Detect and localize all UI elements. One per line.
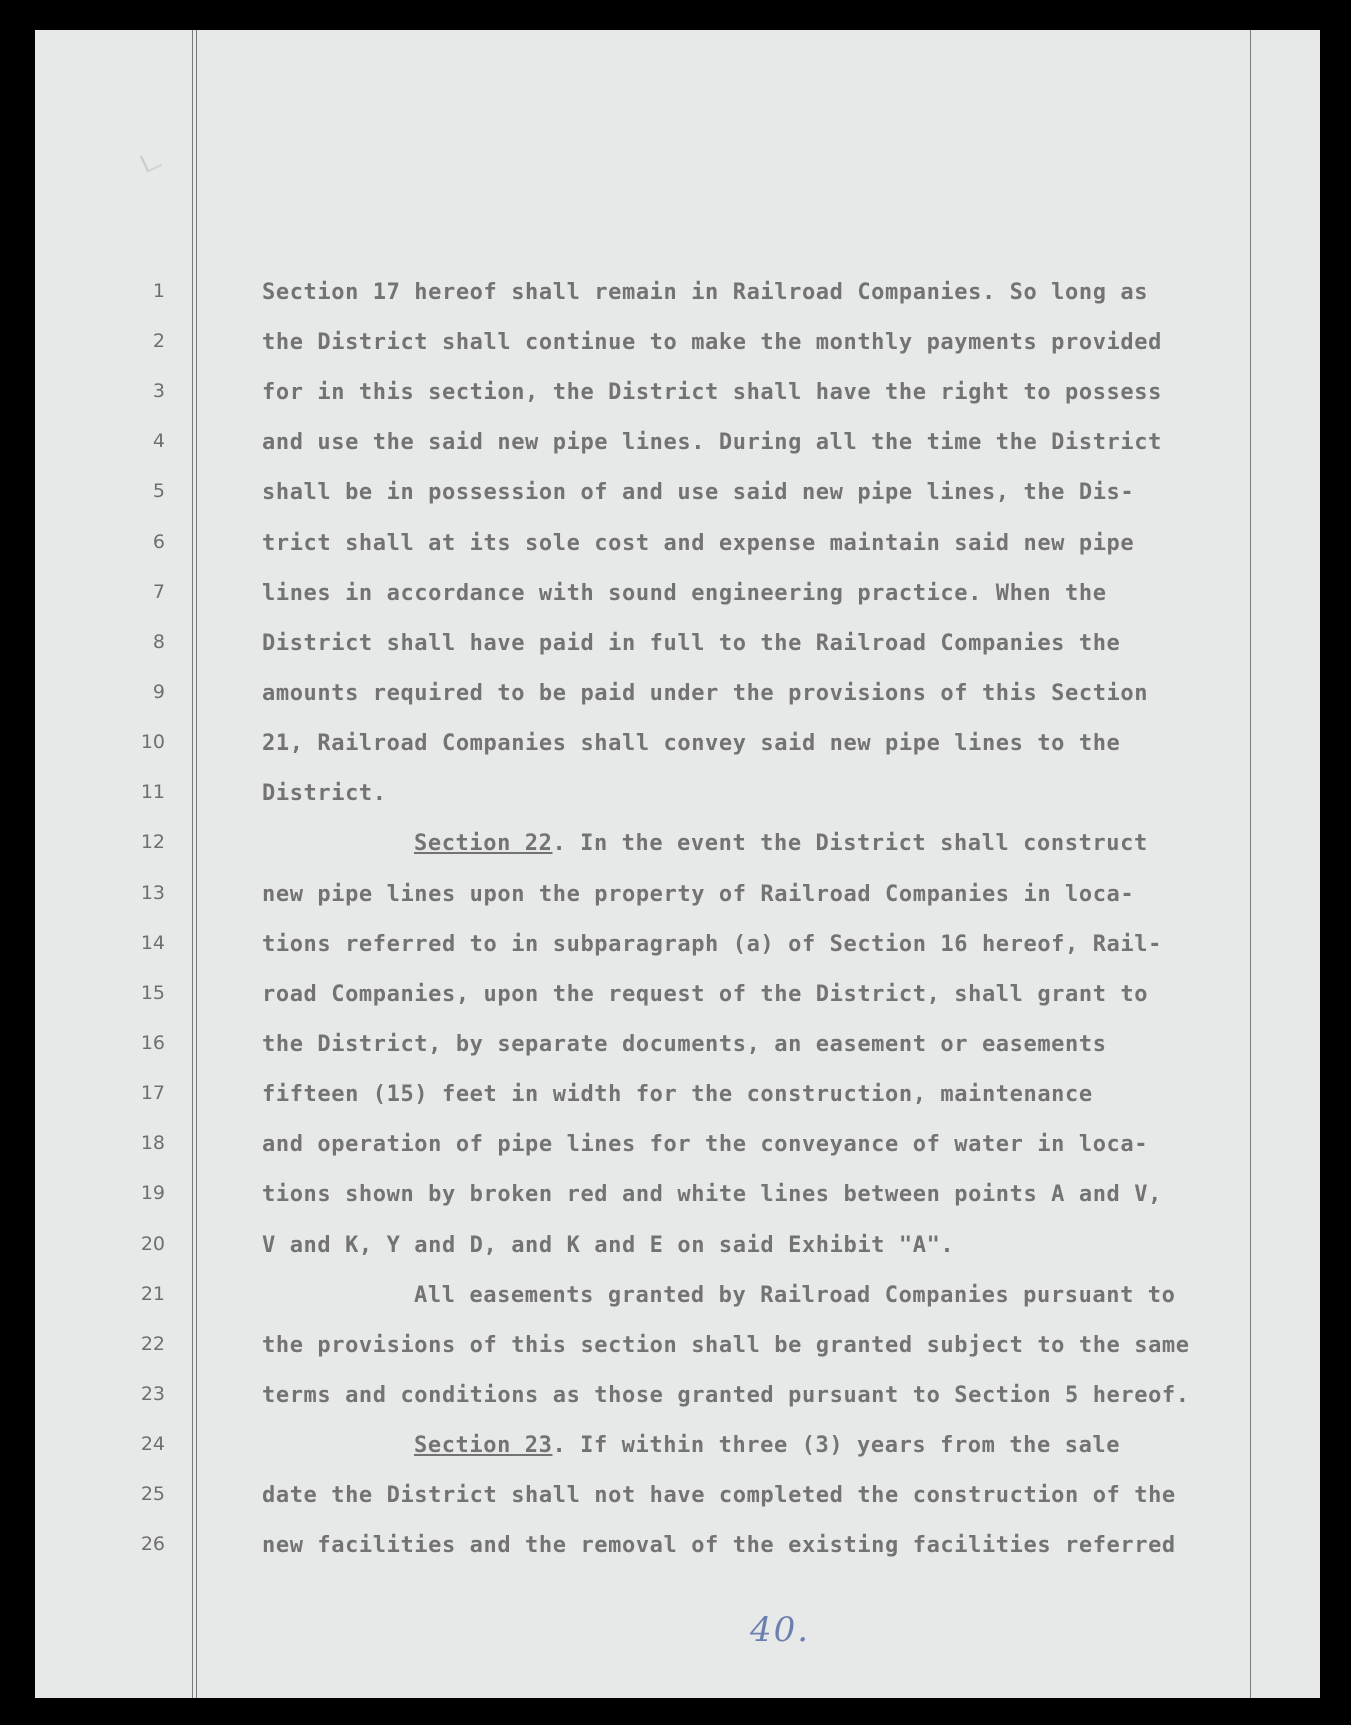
line-number: 2 xyxy=(152,330,165,352)
text-line: new pipe lines upon the property of Railroad Companies in loca- xyxy=(262,882,1135,907)
text-line: lines in accordance with sound engineering practice. When the xyxy=(262,581,1107,606)
line-number: 5 xyxy=(152,480,165,502)
text-line: for in this section, the District shall have the right to possess xyxy=(262,380,1162,405)
line-number: 12 xyxy=(140,831,165,853)
text-line: new facilities and the removal of the existing facilities referred xyxy=(262,1533,1176,1558)
text-line: shall be in possession of and use said new pipe lines, the Dis- xyxy=(262,480,1135,505)
text-line: and operation of pipe lines for the conveyance of water in loca- xyxy=(262,1132,1149,1157)
text-line: amounts required to be paid under the provisions of this Section xyxy=(262,681,1149,706)
line-number: 16 xyxy=(140,1032,165,1054)
text-line: District shall have paid in full to the Railroad Companies the xyxy=(262,631,1121,656)
text-line: Section 17 hereof shall remain in Railroad Companies. So long as xyxy=(262,280,1149,305)
line-number: 24 xyxy=(140,1433,165,1455)
section-heading-line: Section 23. If within three (3) years from the sale xyxy=(414,1433,1121,1458)
line-number: 17 xyxy=(140,1082,165,1104)
line-number: 10 xyxy=(140,731,165,753)
text-line: V and K, Y and D, and K and E on said Exhibit "A". xyxy=(262,1233,955,1258)
section-heading: Section 22 xyxy=(414,831,553,856)
text-line: 21, Railroad Companies shall convey said new pipe lines to the xyxy=(262,731,1121,756)
left-margin-rule-inner xyxy=(196,30,197,1698)
line-number: 7 xyxy=(152,581,165,603)
page-number: 40. xyxy=(750,1610,811,1650)
line-number: 11 xyxy=(140,781,165,803)
line-number: 19 xyxy=(140,1182,165,1204)
text-line: the provisions of this section shall be granted subject to the same xyxy=(262,1333,1190,1358)
text-line: the District shall continue to make the monthly payments provided xyxy=(262,330,1162,355)
text-line: terms and conditions as those granted pursuant to Section 5 hereof. xyxy=(262,1383,1190,1408)
text-line: trict shall at its sole cost and expense maintain said new pipe xyxy=(262,531,1135,556)
line-number: 4 xyxy=(152,430,165,452)
line-number: 14 xyxy=(140,932,165,954)
paper-mark xyxy=(140,149,162,172)
line-number: 21 xyxy=(140,1283,165,1305)
line-number: 13 xyxy=(140,882,165,904)
text-line: road Companies, upon the request of the District, shall grant to xyxy=(262,982,1149,1007)
line-number: 25 xyxy=(140,1483,165,1505)
document-page xyxy=(35,30,1320,1698)
line-number: 8 xyxy=(152,631,165,653)
line-number: 15 xyxy=(140,982,165,1004)
right-margin-rule xyxy=(1250,30,1251,1698)
text-line: District. xyxy=(262,781,387,806)
text-line: fifteen (15) feet in width for the construction, maintenance xyxy=(262,1082,1093,1107)
section-heading-line: Section 22. In the event the District shall construct xyxy=(414,831,1148,856)
text-line: and use the said new pipe lines. During all the time the District xyxy=(262,430,1162,455)
left-margin-rule-outer xyxy=(192,30,193,1698)
text-line: date the District shall not have completed the construction of the xyxy=(262,1483,1176,1508)
line-number: 18 xyxy=(140,1132,165,1154)
text-line: tions referred to in subparagraph (a) of Section 16 hereof, Rail- xyxy=(262,932,1162,957)
line-number: 3 xyxy=(152,380,165,402)
line-number: 22 xyxy=(140,1333,165,1355)
line-number: 9 xyxy=(152,681,165,703)
text-line: All easements granted by Railroad Companies pursuant to xyxy=(414,1283,1176,1308)
line-number: 6 xyxy=(152,531,165,553)
line-number: 1 xyxy=(152,280,165,302)
line-number: 26 xyxy=(140,1533,165,1555)
line-number: 20 xyxy=(140,1233,165,1255)
text-line: tions shown by broken red and white lines between points A and V, xyxy=(262,1182,1162,1207)
line-number: 23 xyxy=(140,1383,165,1405)
section-heading: Section 23 xyxy=(414,1433,553,1458)
text-line: the District, by separate documents, an easement or easements xyxy=(262,1032,1107,1057)
